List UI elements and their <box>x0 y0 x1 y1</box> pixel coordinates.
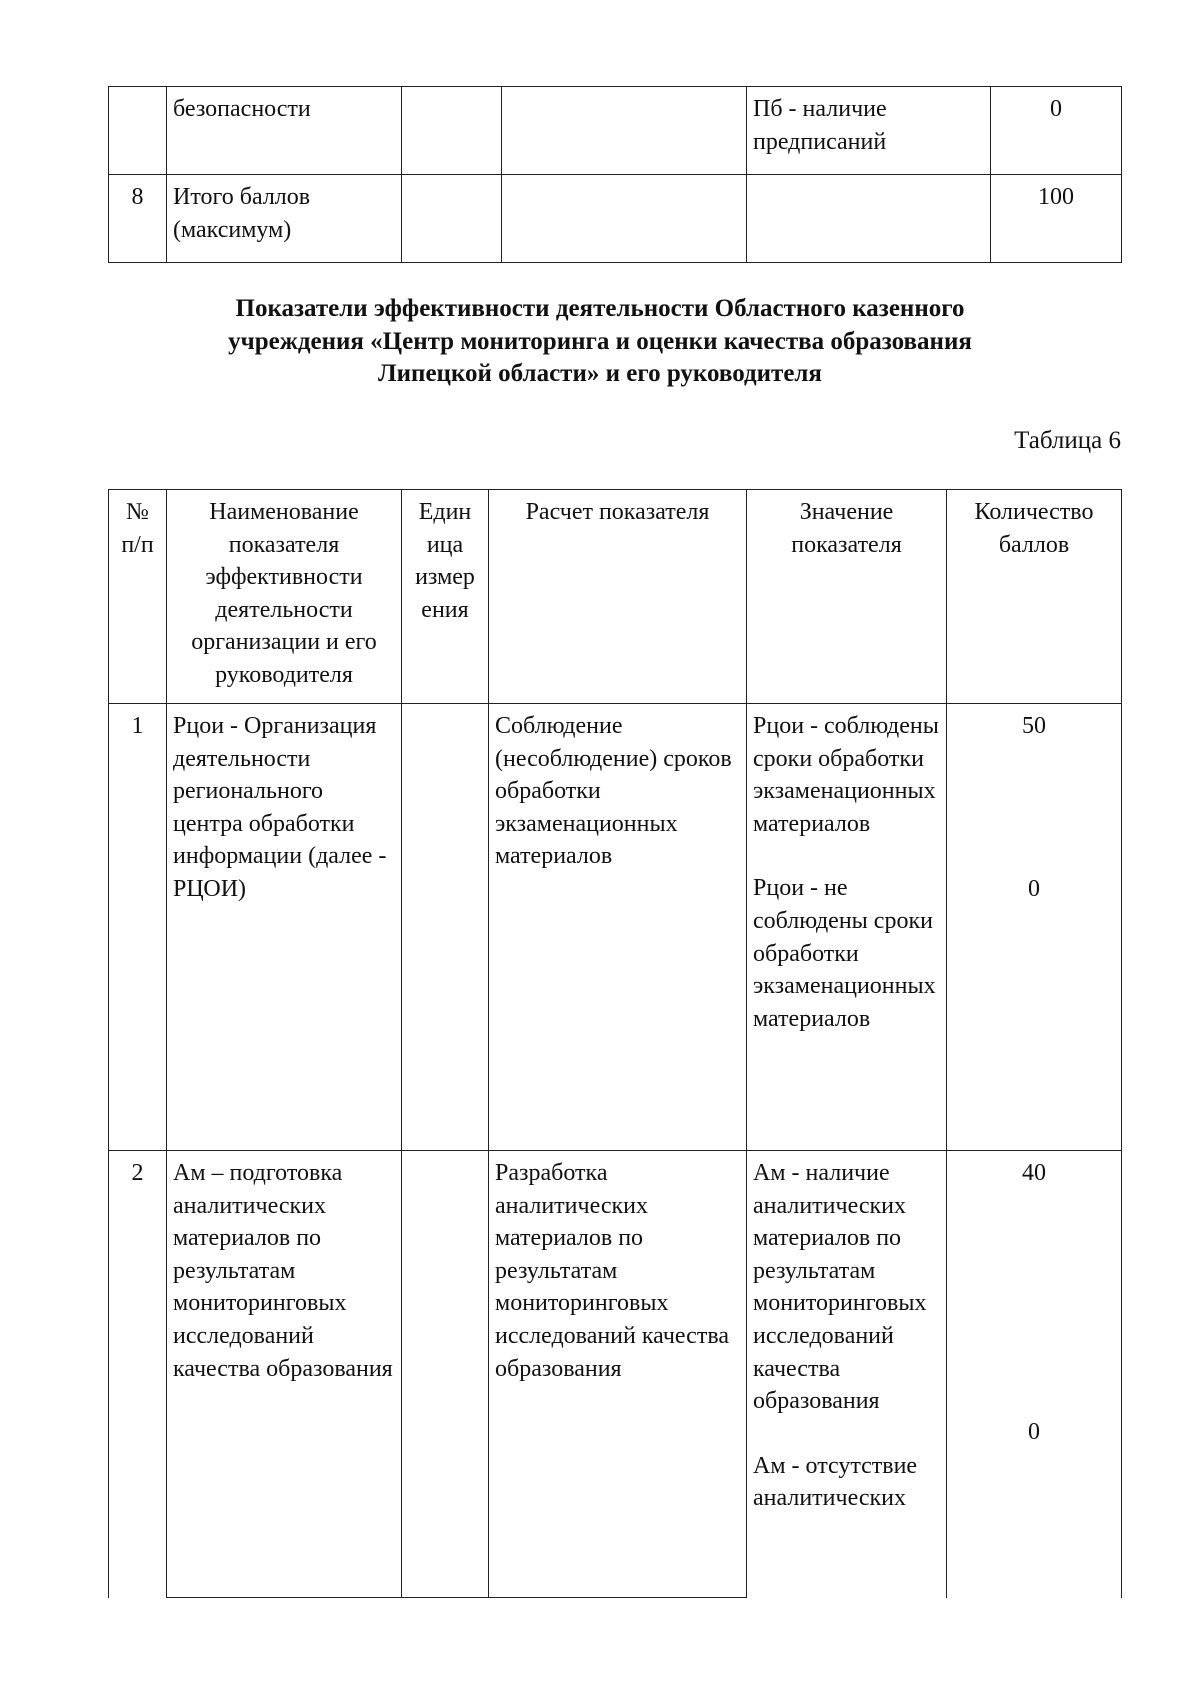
table-header-row <box>109 490 1122 704</box>
table-row <box>109 175 1122 263</box>
table-row <box>109 704 1122 1151</box>
header-name: Наименование показателя эффективности деятельности организации и его руководителя <box>167 490 402 704</box>
value-option-not-met: Рцои - не соблюдены сроки обработки экзаменационных материалов <box>753 875 936 1032</box>
unit-cell <box>402 1151 489 1598</box>
calc-cell: Соблюдение (несоблюдение) сроков обработки экзаменационных материалов <box>489 704 747 1151</box>
indicator-name: безопасности <box>167 87 402 175</box>
value-cell <box>747 704 947 1151</box>
value-cell: Пб - наличие предписаний <box>747 87 991 175</box>
indicator-name: Итого баллов (максимум) <box>167 175 402 263</box>
points-option-present: 40 <box>1022 1160 1046 1186</box>
unit-cell <box>402 87 502 175</box>
indicators-table <box>108 489 1122 1598</box>
section-heading <box>100 293 1100 391</box>
value-option-met: Рцои - соблюдены сроки обработки экзаменационных материалов <box>753 713 939 837</box>
points-cell: 100 <box>991 175 1122 263</box>
table-label: Таблица 6 <box>1014 427 1121 454</box>
points-option-met: 50 <box>1022 713 1046 739</box>
points-cell <box>947 704 1122 1151</box>
points-option-absent: 0 <box>1028 1418 1040 1445</box>
header-unit: Един ица измер ения <box>402 490 489 704</box>
value-option-absent: Ам - отсутствие аналитических <box>753 1452 918 1512</box>
row-number: 1 <box>109 704 167 1151</box>
header-points: Количество баллов <box>947 490 1122 704</box>
calc-cell <box>502 87 747 175</box>
value-option-present: Ам - наличие аналитических материалов по результатам мониторинговых исследований качества образования <box>753 1160 927 1415</box>
header-calc: Расчет показателя <box>489 490 747 704</box>
header-number: № п/п <box>109 490 167 704</box>
unit-cell <box>402 704 489 1151</box>
heading-line: Липецкой области» и его руководителя <box>378 360 822 387</box>
header-value: Значение показателя <box>747 490 947 704</box>
value-cell <box>747 1151 947 1598</box>
points-cell <box>947 1151 1122 1598</box>
row-number: 2 <box>109 1151 167 1598</box>
row-number <box>109 87 167 175</box>
row-number: 8 <box>109 175 167 263</box>
calc-cell <box>502 175 747 263</box>
indicator-name: Ам – подготовка аналитических материалов по результатам мониторинговых исследований качества образования <box>167 1151 402 1598</box>
heading-line: Показатели эффективности деятельности Областного казенного <box>235 295 965 322</box>
table-row <box>109 87 1122 175</box>
top-table <box>108 86 1122 263</box>
calc-cell: Разработка аналитических материалов по результатам мониторинговых исследований качества образования <box>489 1151 747 1598</box>
value-cell <box>747 175 991 263</box>
indicator-name: Рцои - Организация деятельности регионального центра обработки информации (далее - РЦОИ) <box>167 704 402 1151</box>
heading-line: учреждения «Центр мониторинга и оценки качества образования <box>228 327 972 355</box>
table-row <box>109 1151 1122 1598</box>
points-cell: 0 <box>991 87 1122 175</box>
unit-cell <box>402 175 502 263</box>
points-option-not-met: 0 <box>1028 875 1040 902</box>
